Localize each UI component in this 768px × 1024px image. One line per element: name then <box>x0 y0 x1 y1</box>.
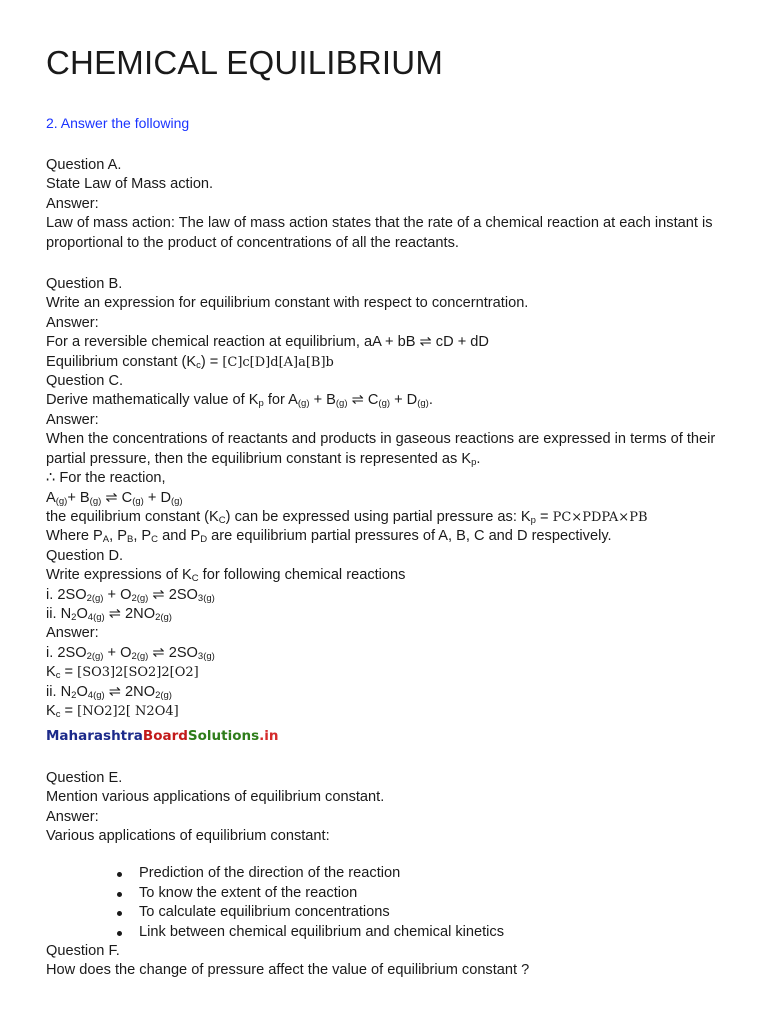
list-item: Link between chemical equilibrium and chemical kinetics <box>139 923 736 942</box>
list-item: To know the extent of the reaction <box>139 884 736 903</box>
question-c-text: Derive mathematically value of $K_p$ for $A_{(g)} + B_{(g)}$ ⇌ $C_{(g)} + D_{(g)}$. <box>46 392 433 410</box>
question-a-label: Question A. <box>46 157 122 173</box>
content-body <box>46 156 736 981</box>
brand-logo: MaharashtraBoardSolutions.in <box>46 728 279 745</box>
answer-a-text: Law of mass action: The law of mass action states that the rate of a chemical reaction at each instant is proportional to the product of concentrations of all the reactants. <box>46 215 713 251</box>
question-e-label: Question E. <box>46 769 123 786</box>
answer-d-reaction-1: i. $2SO_{2(g)} + O_{2(g)}$ ⇌ $2SO_{3(g)}$ <box>46 644 215 662</box>
answer-d-reaction-2: ii. $N_2O_{4(g)}$ ⇌ $2NO_{2(g)}$ <box>46 683 172 701</box>
question-d-reaction-2: ii. $N_2O_{4(g)}$ ⇌ $2NO_{2(g)}$ <box>46 605 172 623</box>
kp-line: the equilibrium constant $(K_C)$ can be expressed using partial pressure as: $K_p$ = PC×PDPA×PB <box>46 508 648 526</box>
question-d-label: Question D. <box>46 547 124 564</box>
applications-list <box>46 864 736 942</box>
question-f-label: Question F. <box>46 943 120 960</box>
question-b-label: Question B. <box>46 276 123 293</box>
section-subheading: 2. Answer the following <box>46 115 190 131</box>
question-f-text: How does the change of pressure affect the value of equilibrium constant ? <box>46 962 530 979</box>
answer-d-kc-1: $K_c = [SO3]2[SO2]2[O2]$ <box>46 664 199 682</box>
answer-e-intro: Various applications of equilibrium constant: <box>46 828 330 844</box>
answer-d-label: Answer: <box>46 625 99 642</box>
answer-e-label: Answer: <box>46 808 99 825</box>
answer-c-label: Answer: <box>46 411 99 428</box>
answer-d-kc-2: $K_c = [NO2]2$[ N2O4] <box>46 702 179 720</box>
answer-b-label: Answer: <box>46 314 99 331</box>
answer-b-kc-line: Equilibrium constant $(K_c) = [C]c[D]d[A]a[B]b$ <box>46 353 334 371</box>
list-item: Prediction of the direction of the reaction <box>139 864 736 883</box>
question-c-label: Question C. <box>46 373 124 390</box>
answer-a-label: Answer: <box>46 195 99 212</box>
where-line: Where $P_A$, $P_B$, $P_C$ and $P_D$ are equilibrium partial pressures of A, B, C and D respectively. <box>46 528 612 546</box>
list-item: To calculate equilibrium concentrations <box>139 903 736 922</box>
therefore-line: ∴ For the reaction, <box>46 470 166 487</box>
question-d-reaction-1: i. $2SO_{2(g)} + O_{2(g)}$ ⇌ $2SO_{3(g)}$ <box>46 586 215 604</box>
reaction-line: $A_{(g)}+ B_{(g)}$ ⇌ $C_{(g)} + D_{(g)}$ <box>46 489 183 507</box>
question-a-text: State Law of Mass action. <box>46 176 214 193</box>
question-e-text: Mention various applications of equilibrium constant. <box>46 789 385 806</box>
question-d-text: Write expressions of $K_C$ for following chemical reactions <box>46 567 406 585</box>
kc2-expression: [NO2]2[ N2O4] <box>77 703 179 719</box>
kc1-expression: [SO3]2[SO2]2[O2] <box>77 665 199 681</box>
page-title: CHEMICAL EQUILIBRIUM <box>46 44 444 81</box>
kc-expression: [C]c[D]d[A]a[B]b <box>222 354 334 370</box>
kp-expression: PC×PDPA×PB <box>552 509 648 525</box>
answer-b-line1: For a reversible chemical reaction at equilibrium, aA + bB ⇌ cD + dD <box>46 334 489 351</box>
question-b-text: Write an expression for equilibrium constant with respect to concerntration. <box>46 295 529 312</box>
answer-c-text: When the concentrations of reactants and products in gaseous reactions are expressed in terms of their partial pressure, then the equilibrium constant is represented as $K_p$. <box>46 431 716 468</box>
